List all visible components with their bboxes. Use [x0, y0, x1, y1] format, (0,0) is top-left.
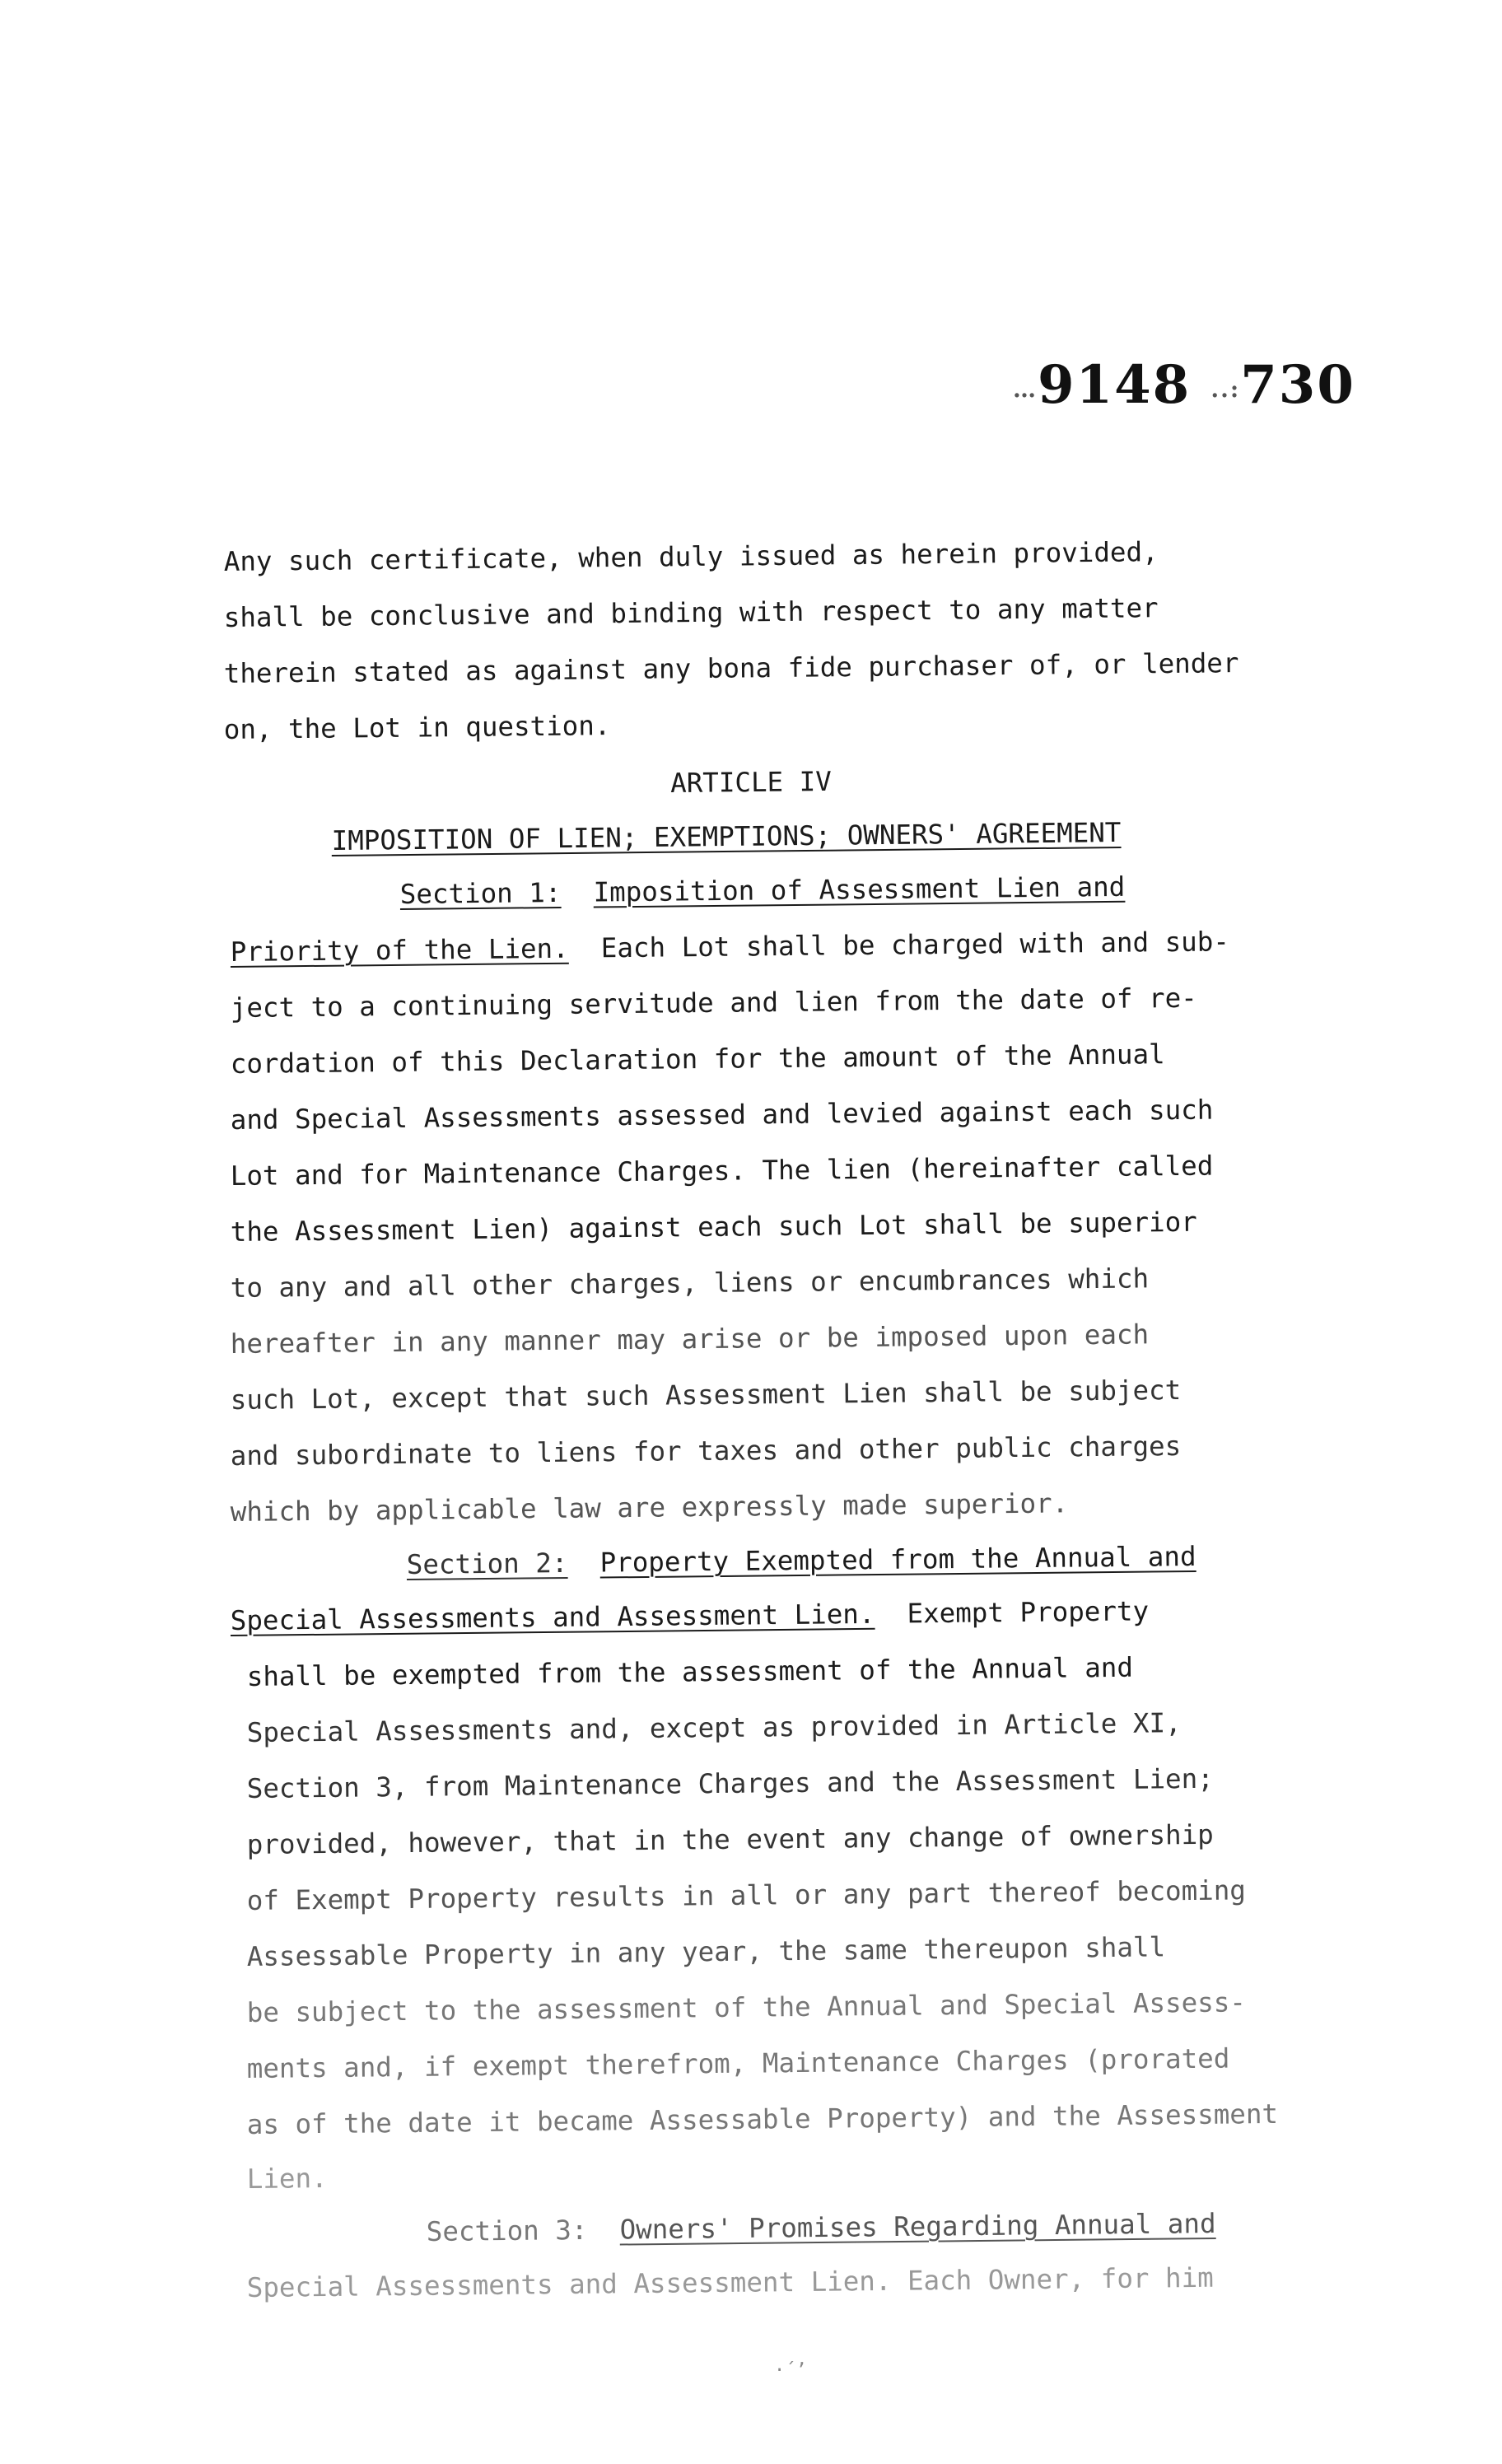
section-1-line: hereafter in any manner may arise or be imposed upon each: [230, 1318, 1150, 1360]
section-1-line: Lot and for Maintenance Charges. The lien (hereinafter called: [230, 1150, 1214, 1192]
section-3-line: Special Assessments and Assessment Lien. Each Owner, for him: [246, 2261, 1214, 2303]
article-heading: ARTICLE IV: [669, 765, 833, 800]
section-2-heading: [407, 1540, 1196, 1581]
page-number: 730: [1240, 354, 1355, 416]
paragraph-line: Any such certificate, when duly issued as herein provided,: [223, 536, 1159, 578]
book-number: 9148: [1038, 354, 1192, 416]
section-1-title-continued: [231, 925, 1230, 968]
section-1-line: to any and all other charges, liens or encumbrances which: [230, 1262, 1150, 1304]
section-2-line: provided, however, that in the event any change of ownership: [246, 1818, 1214, 1860]
section-1-line: ject to a continuing servitude and lien from the date of re-: [230, 982, 1197, 1024]
section-1-title: Imposition of Assessment Lien and: [593, 870, 1126, 908]
section-2-line: of Exempt Property results in all or any part thereof becoming: [246, 1874, 1247, 1916]
section-2-title-line-2: Special Assessments and Assessment Lien.: [230, 1598, 875, 1636]
paragraph-line: on, the Lot in question.: [223, 710, 611, 746]
section-2-line: shall be exempted from the assessment of the Annual and: [246, 1651, 1134, 1692]
section-1-line: and Special Assessments assessed and levied against each such: [230, 1094, 1214, 1136]
stray-mark: ·´ʼ: [774, 2360, 807, 2381]
book-page-reference: [1013, 354, 1355, 416]
section-2-line: ments and, if exempt therefrom, Maintenance Charges (prorated: [246, 2042, 1230, 2084]
section-1-title-line-2: Priority of the Lien.: [230, 932, 569, 968]
book-prefix-mark: …: [1013, 376, 1038, 403]
section-3-label: Section 3:: [426, 2214, 588, 2247]
section-2-label: Section 2:: [406, 1547, 568, 1580]
section-2-title-continued: [231, 1594, 1150, 1637]
section-2-first-line: Exempt Property: [907, 1595, 1150, 1630]
section-3-title: Owners' Promises Regarding Annual and: [619, 2207, 1216, 2246]
section-2-line: Special Assessments and, except as provided in Article XI,: [246, 1707, 1182, 1748]
section-1-line: and subordinate to liens for taxes and other public charges: [230, 1430, 1182, 1472]
section-2-line: Section 3, from Maintenance Charges and the Assessment Lien;: [246, 1762, 1214, 1804]
section-1-line: cordation of this Declaration for the amount of the Annual: [230, 1038, 1165, 1080]
section-2-line: Assessable Property in any year, the same thereupon shall: [246, 1931, 1166, 1972]
page-prefix-mark: ..:: [1210, 376, 1241, 403]
section-1-label: Section 1:: [399, 876, 562, 910]
section-2-line: be subject to the assessment of the Annual and Special Assess-: [246, 1986, 1247, 2028]
section-1-heading: [400, 870, 1126, 911]
section-3-heading: [427, 2207, 1216, 2248]
section-1-line: which by applicable law are expressly made superior.: [230, 1487, 1069, 1528]
section-2-line: as of the date it became Assessable Property) and the Assessment: [246, 2098, 1279, 2140]
section-1-line: the Assessment Lien) against each such Lot shall be superior: [230, 1206, 1197, 1248]
paragraph-line: therein stated as against any bona fide purchaser of, or lender: [223, 647, 1239, 690]
article-title: IMPOSITION OF LIEN; EXEMPTIONS; OWNERS' AGREEMENT: [331, 816, 1122, 857]
section-1-first-line: Each Lot shall be charged with and sub-: [600, 926, 1230, 964]
section-2-line: Lien.: [246, 2162, 328, 2195]
section-1-line: such Lot, except that such Assessment Lien shall be subject: [230, 1374, 1182, 1416]
paragraph-line: shall be conclusive and binding with respect to any matter: [223, 592, 1159, 634]
section-2-title: Property Exempted from the Annual and: [599, 1540, 1196, 1579]
